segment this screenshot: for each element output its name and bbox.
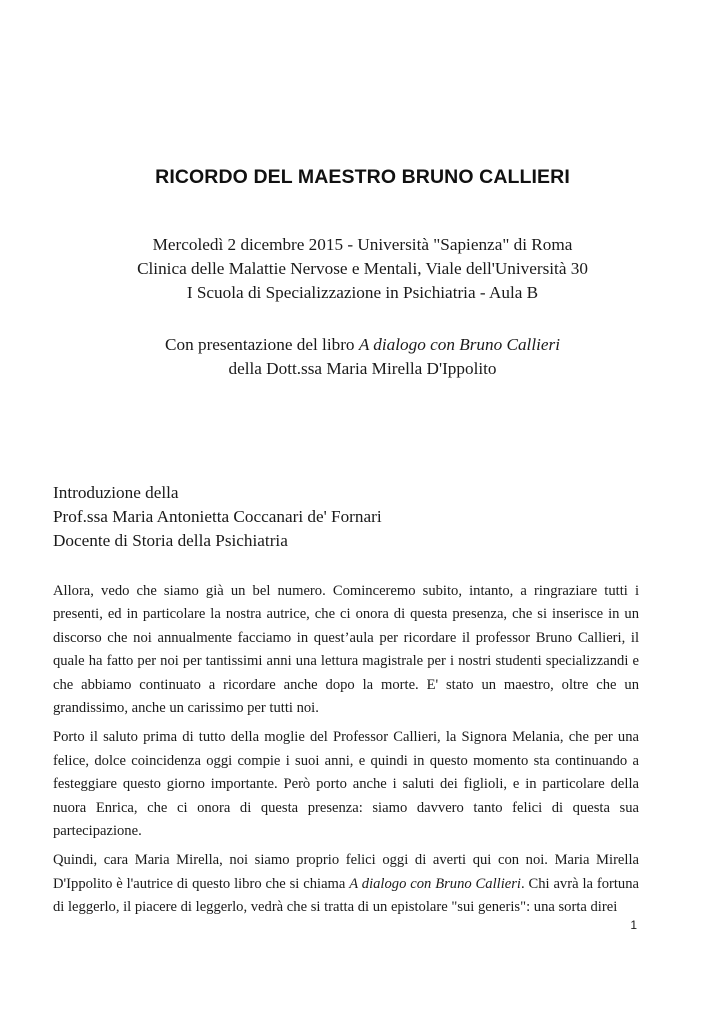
book-presentation-line (0, 333, 725, 357)
book-prefix: Con presentazione del libro (165, 335, 359, 354)
transcript-body (53, 580, 639, 926)
paragraph: Allora, vedo che siamo già un bel numero. Cominceremo subito, intanto, a ringraziare tutti i presenti, ed in particolare la nostra autrice, che ci onora di questa presenza, che si inserisce in un discorso che noi annualmente facciamo in quest’aula per ricordare il professor Bruno Callieri, il quale ha fatto per noi per tantissimi anni una lettura magistrale per i nostri studenti specializzandi e che abbiamo continuato a ricordare anche dopo la morte. E' stato un maestro, oltre che un grandissimo, anche un carissimo per tutti noi. (53, 583, 639, 717)
intro-speaker: Prof.ssa Maria Antonietta Coccanari de' Fornari (53, 507, 382, 526)
paragraph-text: Quindi, cara Maria Mirella, noi siamo proprio felici oggi di averti qui con noi. Maria Mirella D'Ippolito è l'autrice di questo libro che si chiama (53, 852, 639, 892)
paragraph-text: . Chi avrà la fortuna di leggerlo, il piacere di leggerlo, vedrà che si tratta di un epistolare "sui generis": una sorta direi (53, 875, 639, 916)
intro-line: Introduzione della (53, 483, 179, 502)
book-author: della Dott.ssa Maria Mirella D'Ippolito (228, 359, 497, 378)
introduction-heading (53, 481, 382, 553)
paragraph: Porto il saluto prima di tutto della moglie del Professor Callieri, la Signora Melania, che per una felice, dolce coincidenza oggi compie i suoi anni, e quindi in questo momento sta continuando a festeggiare questo giorno importante. Però porto anche i saluti dei figlioli, e in particolare della nuora Enrica, che ci onora di questa presenza: siamo davvero tanto felici di questa sua partecipazione. (53, 729, 639, 840)
event-venue: Clinica delle Malattie Nervose e Mentali, Viale dell'Università 30 (137, 259, 588, 278)
book-title: A dialogo con Bruno Callieri (358, 335, 560, 354)
document-title: RICORDO DEL MAESTRO BRUNO CALLIERI (155, 166, 570, 188)
page-number: 1 (630, 918, 637, 932)
paragraph (53, 849, 639, 919)
book-title-inline: A dialogo con Bruno Callieri (349, 875, 521, 892)
event-date-location: Mercoledì 2 dicembre 2015 - Università "Sapienza" di Roma (152, 235, 573, 254)
event-details (0, 233, 725, 305)
event-room: I Scuola di Specializzazione in Psichiatria - Aula B (186, 283, 539, 302)
intro-speaker-role: Docente di Storia della Psichiatria (53, 531, 288, 550)
book-presentation (0, 333, 725, 381)
